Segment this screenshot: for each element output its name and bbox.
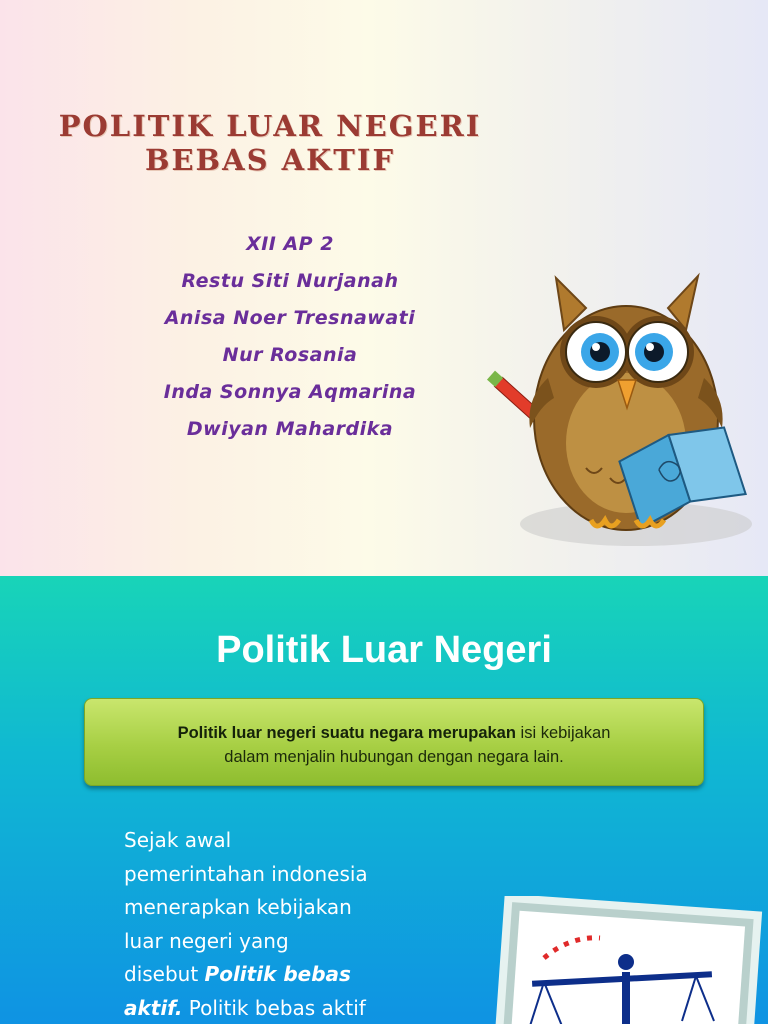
definition-bold-text: Politik luar negeri suatu negara merupakan (177, 724, 516, 742)
member-list (90, 226, 490, 448)
member-name: Nur Rosania (222, 344, 358, 366)
emphasis-text: aktif. (124, 995, 183, 1020)
member-name: Anisa Noer Tresnawati (164, 307, 416, 329)
emphasis-text: Politik bebas (204, 962, 351, 986)
content-slide (0, 576, 768, 1024)
body-line: menerapkan kebijakan (124, 895, 352, 919)
member-name: Inda Sonnya Aqmarina (163, 381, 417, 403)
body-text: Politik bebas aktif (182, 995, 366, 1020)
slide-heading: Politik Luar Negeri (216, 629, 552, 671)
body-line (124, 992, 444, 1024)
definition-line-1 (85, 722, 703, 744)
slide-title-line-1: POLITIK LUAR NEGERI (58, 109, 482, 143)
class-label: XII AP 2 (246, 233, 334, 255)
body-line: pemerintahan indonesia (124, 861, 368, 886)
definition-box (84, 698, 704, 786)
definition-text: isi kebijakan (515, 724, 611, 742)
body-paragraph (124, 824, 444, 1024)
balance-scale-icon (482, 896, 768, 1024)
member-name: Restu Siti Nurjanah (181, 270, 399, 292)
body-text: disebut (124, 962, 205, 986)
definition-line-2: dalam menjalin hubungan dengan negara lain. (224, 748, 564, 766)
slide-title-line-2: BEBAS AKTIF (144, 143, 396, 177)
member-name: Dwiyan Mahardika (186, 418, 394, 440)
owl-icon (486, 268, 756, 558)
body-line: luar negeri yang (124, 928, 289, 953)
body-line: Sejak awal (124, 828, 232, 852)
body-line (124, 958, 444, 992)
